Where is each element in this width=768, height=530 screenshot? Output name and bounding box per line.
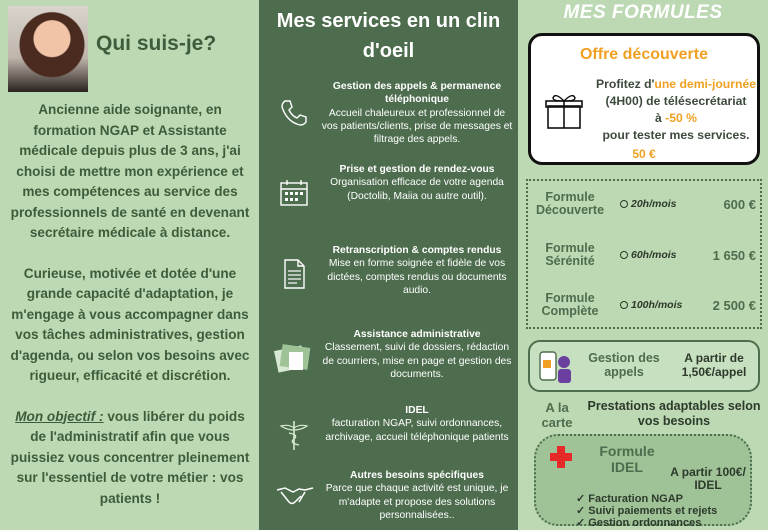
service-item (321, 80, 513, 146)
plan-hours: 20h/mois (620, 198, 677, 210)
plan-hours: 60h/mois (620, 249, 677, 261)
offer-line4: pour tester mes services. (602, 128, 750, 142)
document-icon (277, 257, 311, 291)
service-text: Mise en forme soignée et fidèle de vos dictées, comptes rendus ou documents audio. (327, 258, 507, 296)
idel-features (576, 493, 746, 529)
phone-support-icon (538, 348, 574, 386)
service-text: Organisation efficace de votre agenda (Doctolib, Maiia ou autre outil). (330, 177, 504, 202)
service-item (321, 163, 513, 203)
service-item (321, 404, 513, 444)
service-text: Classement, suivi de dossiers, rédaction de courriers, mise en page et gestion des documents. (322, 342, 512, 380)
idel-price: A partir 100€/ IDEL (670, 465, 746, 492)
offer-title: Offre découverte (579, 46, 709, 63)
gift-icon (545, 90, 583, 130)
service-text: Accueil chaleureux et professionnel de vos patients/clients, prise de messages et filtrage des appels. (321, 107, 513, 146)
list-item: ✓ Gestion ordonnances (576, 517, 746, 529)
offer-text (591, 76, 761, 144)
service-title: Retranscription & comptes rendus (332, 245, 502, 256)
plan-hours: 100h/mois (620, 299, 682, 311)
offer-line2: (4H00) de télésecrétariat (605, 94, 747, 108)
a-la-carte-label: A la carte (541, 400, 573, 430)
medical-cross-icon (550, 446, 572, 468)
service-text: Parce que chaque activité est unique, je m'adapte et propose des solutions personnalisées.. (325, 483, 509, 521)
offer-price: 50 € (632, 147, 656, 161)
objective-label: Mon objectif : (15, 408, 104, 424)
bio-paragraph-1: Ancienne aide soignante, en formation NGAP et Assistante médicale depuis plus de 3 ans, j'ai choisi de mettre mon expérience et mes compétences au service des professionnels de santé en devenant secrétaire médicale à distance. (10, 102, 250, 240)
service-title: IDEL (405, 405, 429, 416)
service-title: Gestion des appels & permanence téléphonique (332, 81, 502, 106)
service-item (321, 244, 513, 297)
handshake-icon (275, 480, 315, 510)
service-title: Assistance administrative (353, 329, 481, 340)
profile-photo (8, 6, 88, 92)
service-item (321, 328, 513, 381)
services-column (259, 0, 518, 530)
service-title: Autres besoins spécifiques (350, 470, 484, 481)
formules-title: MES FORMULES (563, 2, 723, 23)
calls-price: A partir de 1,50€/appel (681, 351, 747, 379)
bio-text (6, 100, 254, 529)
bio-paragraph-2: Curieuse, motivée et dotée d'une grande capacité d'adaptation, je m'engage à vous accompagner dans vos tâches administratives, gestion d'agenda, ou selon vos besoins avec rigueur, efficacité et discrétion. (10, 265, 250, 383)
calendar-icon (277, 176, 311, 210)
service-title: Prise et gestion de rendez-vous (339, 164, 495, 175)
caduceus-icon (277, 418, 311, 452)
plan-name: Formule Sérénité (545, 241, 595, 268)
calls-label: Gestion des appels (588, 351, 660, 379)
idel-card (534, 434, 752, 529)
discovery-offer-card (528, 33, 760, 165)
plan-row (528, 187, 764, 227)
list-item: ✓ Facturation NGAP (576, 493, 746, 505)
phone-icon (277, 96, 311, 130)
plans-box (526, 179, 762, 329)
clock-icon (620, 301, 628, 309)
plan-name: Formule Complète (541, 291, 599, 318)
plan-price: 600 € (723, 197, 756, 212)
idel-title: Formule IDEL (599, 443, 655, 475)
clock-icon (620, 251, 628, 259)
about-column (0, 0, 259, 530)
formules-column (518, 0, 768, 530)
services-title: Mes services en un clin d'oeil (276, 10, 501, 62)
offer-line1-highlight: une demi-journée (654, 77, 756, 91)
plan-price: 1 650 € (712, 248, 756, 263)
clock-icon (620, 200, 628, 208)
plan-row (528, 238, 764, 278)
objective-text: vous libérer du poids de l'administratif afin que vous puissiez vous concentrer pleinement sur l'essentiel de votre métier : vos patients ! (10, 408, 250, 506)
offer-line1: Profitez d' (596, 77, 655, 91)
plan-price: 2 500 € (712, 298, 756, 313)
folders-icon (273, 338, 313, 376)
service-text: facturation NGAP, suivi ordonnances, archivage, accueil téléphonique patients (325, 418, 509, 443)
objective-paragraph (6, 407, 254, 510)
plan-name: Formule Découverte (535, 190, 605, 217)
about-heading: Qui suis-je? (96, 32, 217, 55)
offer-line3: à (654, 111, 666, 125)
plan-row (528, 288, 764, 328)
service-item (321, 469, 513, 522)
list-item: ✓ Suivi paiements et rejets (576, 505, 746, 517)
calls-card (528, 340, 760, 392)
adaptable-services-label: Prestations adaptables selon vos besoins (587, 399, 761, 428)
offer-discount: -50 % (665, 111, 697, 125)
